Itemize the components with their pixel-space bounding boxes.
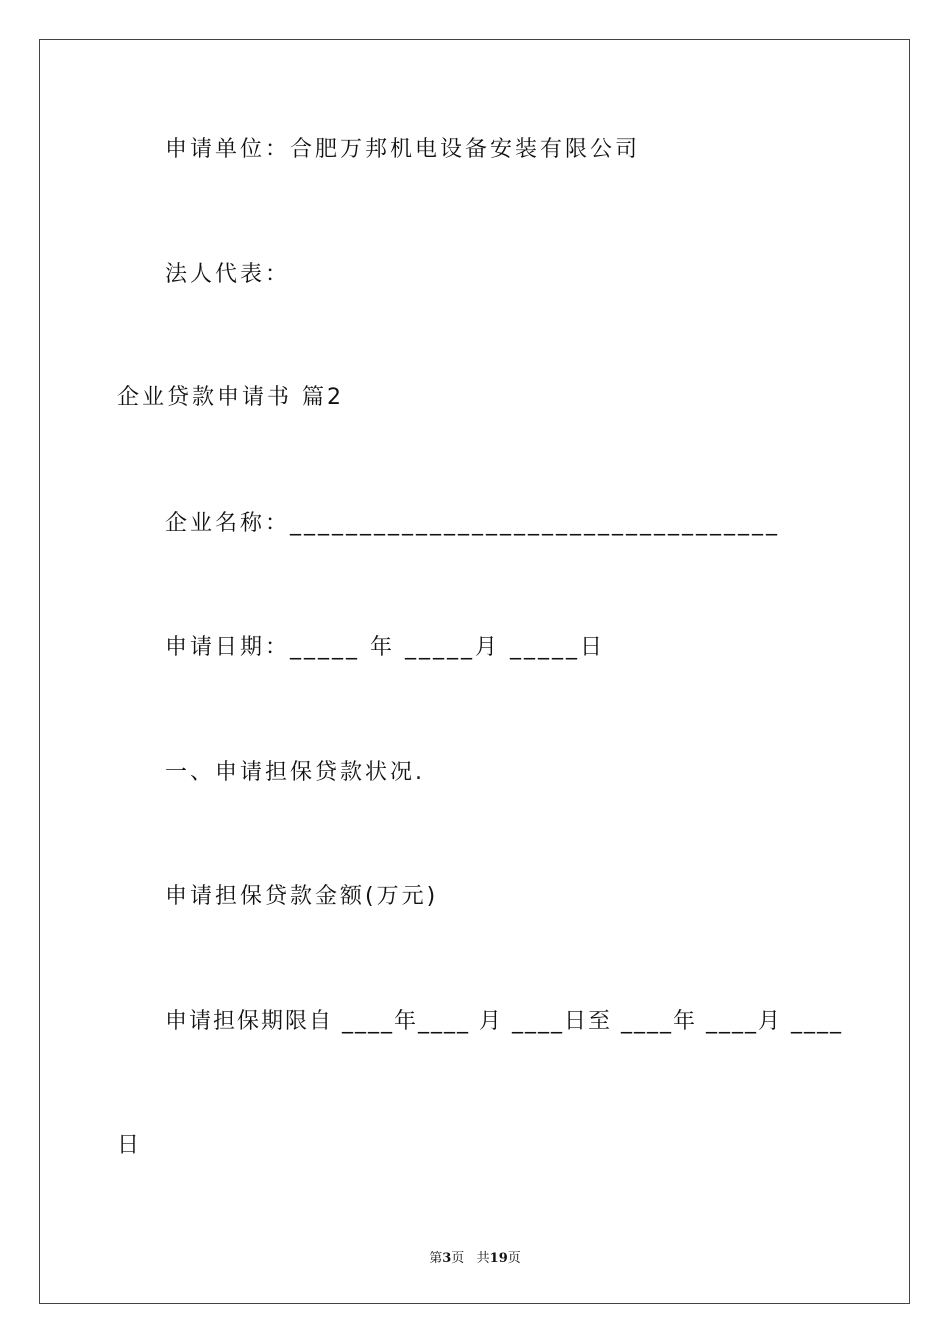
footer-prefix: 第 <box>429 1251 443 1266</box>
footer-total-pages: 19 <box>489 1251 508 1266</box>
applicant-unit-line: 申请单位：合肥万邦机电设备安装有限公司 <box>165 137 641 162</box>
footer-mid: 页 共 <box>451 1251 490 1266</box>
guarantee-period-line: 申请担保期限自 ____年____ 月 ____日至 ____年 ____月 ____ <box>165 1009 843 1034</box>
legal-representative-line: 法人代表： <box>165 262 291 287</box>
footer-suffix: 页 <box>507 1251 521 1266</box>
loan-status-heading: 一、申请担保贷款状况. <box>165 760 425 785</box>
application-date-line: 申请日期：_____ 年 _____月 _____日 <box>165 635 605 660</box>
footer-page-number: 3 <box>442 1251 452 1266</box>
guarantee-period-day-line: 日 <box>117 1133 143 1158</box>
page-footer <box>0 1247 950 1266</box>
loan-amount-line: 申请担保贷款金额(万元) <box>165 884 439 909</box>
company-name-line: 企业名称：___________________________________ <box>165 511 781 536</box>
section-title: 企业贷款申请书 篇2 <box>117 385 344 410</box>
page-border <box>39 39 910 1304</box>
